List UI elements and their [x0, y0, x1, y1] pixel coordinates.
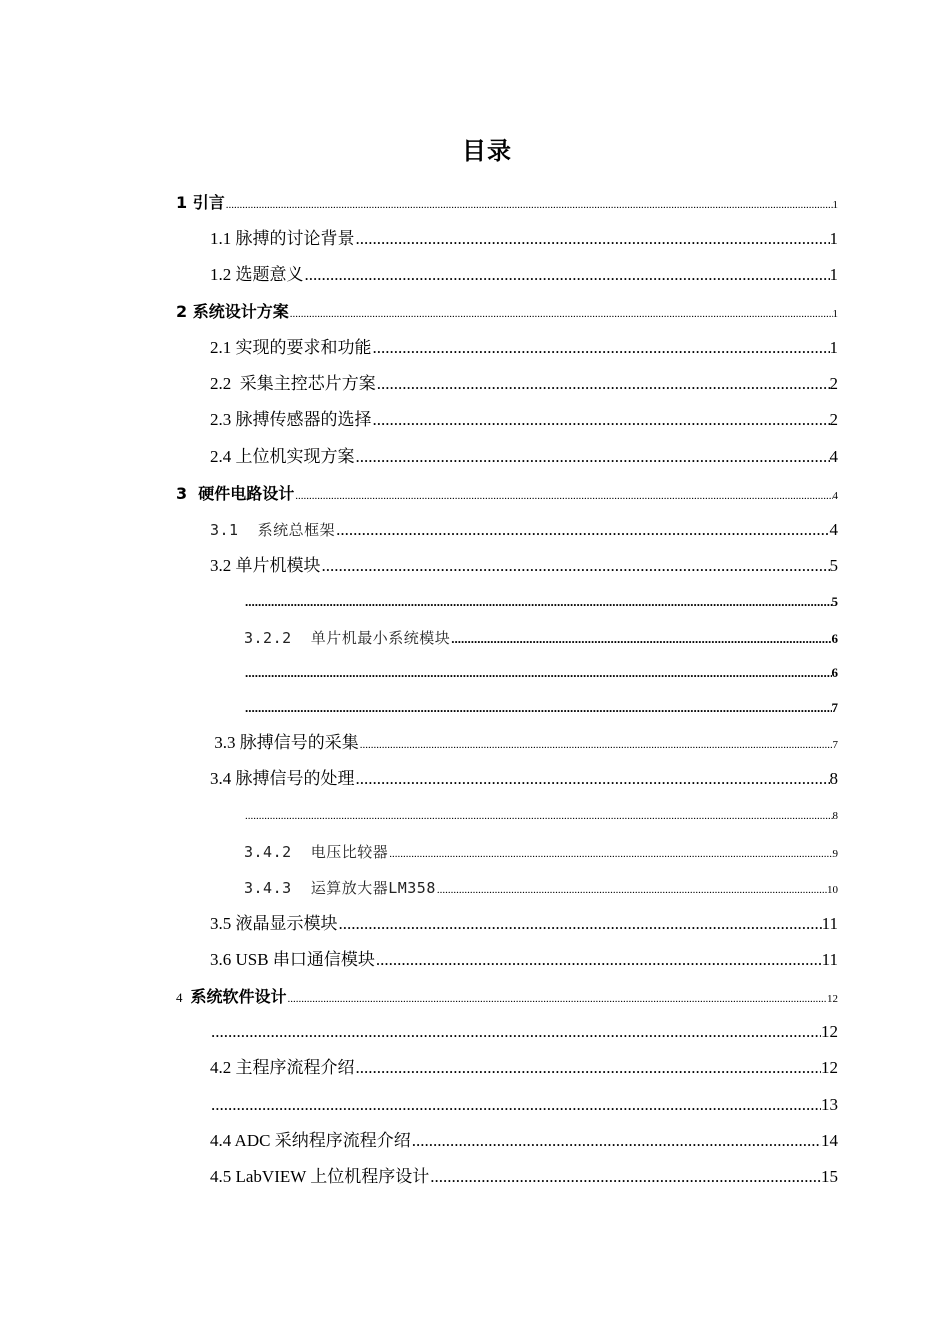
toc-entry-4-1[interactable]: [210, 1017, 838, 1047]
toc-leader: [290, 299, 833, 329]
toc-entry-3-5[interactable]: [210, 909, 838, 939]
toc-entry-label: 3.4.3 运算放大器LM358: [244, 879, 436, 897]
toc-title: 目录: [462, 137, 512, 165]
toc-entry-label: 1 引言: [176, 193, 225, 212]
toc-entry-label: 3.4.2 电压比较器: [244, 843, 389, 861]
toc-page-number: 9: [832, 848, 838, 860]
toc-entry-3-4-2[interactable]: [244, 837, 838, 867]
toc-leader: [451, 624, 831, 654]
toc-page-number: 8: [832, 810, 838, 822]
toc-page-number: 1: [832, 308, 838, 320]
toc-entry-label: 1.1 脉搏的讨论背景: [210, 229, 355, 248]
toc-page-number: 4: [829, 520, 838, 539]
toc-leader: [226, 190, 833, 220]
toc-entry-3-2[interactable]: [210, 551, 838, 581]
toc-page-number: 5: [829, 556, 838, 575]
toc-page-number: 1: [832, 199, 838, 211]
toc-entry-label: 3.2 单片机模块: [210, 556, 321, 575]
toc-entry-3-3[interactable]: [210, 728, 838, 758]
toc-entry-4-3[interactable]: [210, 1090, 838, 1120]
toc-page-number: 2: [829, 410, 838, 429]
toc-entry-label: 3 硬件电路设计: [176, 484, 295, 503]
toc-leader: [376, 945, 822, 975]
toc-entry-4-2[interactable]: [210, 1053, 838, 1083]
toc-entry-3-1[interactable]: [210, 515, 838, 545]
toc-leader: [356, 442, 830, 472]
toc-page-number: 4: [829, 447, 838, 466]
toc-page-number: 7: [831, 700, 838, 715]
toc-page-number: 14: [821, 1131, 838, 1150]
toc-page-number: 10: [827, 884, 838, 896]
toc-page-number: 13: [821, 1095, 838, 1114]
toc-entry-label: 4.5 LabVIEW 上位机程序设计: [210, 1167, 430, 1186]
toc-leader: [211, 1090, 821, 1120]
toc-leader: [437, 875, 827, 905]
toc-entry-label: 1.2 选题意义: [210, 265, 304, 284]
toc-leader: [245, 658, 832, 688]
toc-page-number: 5: [831, 594, 838, 609]
toc-leader: [339, 909, 822, 939]
toc-leader: [211, 1017, 821, 1047]
toc-leader: [373, 333, 830, 363]
toc-page-number: 11: [821, 914, 838, 933]
toc-page-number: 1: [829, 338, 838, 357]
toc-entry-2-2[interactable]: [210, 369, 838, 399]
toc-leader: [295, 481, 832, 511]
toc-leader: [288, 984, 827, 1014]
toc-entry-label: [176, 982, 287, 1013]
toc-entry-2[interactable]: [176, 297, 838, 327]
toc-entry-label: 2.3 脉搏传感器的选择: [210, 410, 372, 429]
toc-page-number: 6: [831, 631, 838, 646]
toc-entry-label: 3.1 系统总框架: [210, 521, 336, 539]
toc-leader: [356, 1053, 822, 1083]
toc-leader: [373, 405, 830, 435]
toc-entry-3[interactable]: [176, 479, 838, 509]
toc-entry-label: 4.4 ADC 采纳程序流程介绍: [210, 1131, 411, 1150]
toc-leader: [245, 587, 832, 617]
toc-leader: [430, 1162, 821, 1192]
toc-leader: [336, 515, 829, 545]
toc-entry-3-2-1[interactable]: [244, 587, 838, 617]
toc-leader: [389, 839, 832, 869]
toc-entry-label: 2.4 上位机实现方案: [210, 447, 355, 466]
toc-entry-4-5[interactable]: [210, 1162, 838, 1192]
toc-page-number: 11: [821, 950, 838, 969]
toc-page-number: 7: [832, 739, 838, 751]
toc-entry-label: 3.2.2 单片机最小系统模块: [244, 629, 451, 647]
toc-leader: [322, 551, 830, 581]
toc-entry-label: 3.4 脉搏信号的处理: [210, 769, 355, 788]
toc-entry-3-2-4[interactable]: [244, 693, 838, 723]
toc-entry-number: 4: [176, 990, 183, 1005]
toc-entry-4[interactable]: [176, 982, 838, 1012]
toc-entry-3-4-3[interactable]: [244, 873, 838, 903]
toc-entry-1-1[interactable]: [210, 224, 838, 254]
toc-entry-text: 系统软件设计: [190, 987, 287, 1006]
toc-entry-3-4-1[interactable]: [244, 801, 838, 831]
toc-entry-2-3[interactable]: [210, 405, 838, 435]
toc-entry-label: 3.6 USB 串口通信模块: [210, 950, 375, 969]
toc-leader: [305, 260, 830, 290]
toc-entry-3-4[interactable]: [210, 764, 838, 794]
toc-page-number: 6: [831, 665, 838, 680]
toc-page-number: 12: [827, 993, 838, 1005]
toc-leader: [245, 801, 833, 831]
toc-page-number: 2: [829, 374, 838, 393]
toc-entry-3-2-2[interactable]: [244, 623, 838, 653]
toc-entry-label: 2 系统设计方案: [176, 302, 289, 321]
toc-entry-label: 4.2 主程序流程介绍: [210, 1058, 355, 1077]
toc-page-number: 1: [829, 265, 838, 284]
toc-leader: [360, 730, 833, 760]
toc-page-number: 4: [832, 490, 838, 502]
toc-entry-3-6[interactable]: [210, 945, 838, 975]
toc-entry-label: 2.2 采集主控芯片方案: [210, 374, 376, 393]
toc-page-number: 8: [829, 769, 838, 788]
toc-page-number: 12: [821, 1058, 838, 1077]
toc-entry-label: 2.1 实现的要求和功能: [210, 338, 372, 357]
toc-entry-1-2[interactable]: [210, 260, 838, 290]
toc-page-number: 12: [821, 1022, 838, 1041]
toc-entry-2-1[interactable]: [210, 333, 838, 363]
toc-leader: [356, 764, 830, 794]
toc-entry-2-4[interactable]: [210, 442, 838, 472]
toc-leader: [412, 1126, 821, 1156]
toc-entry-4-4[interactable]: [210, 1126, 838, 1156]
toc-entry-label: 3.3 脉搏信号的采集: [210, 733, 359, 752]
toc-entry-3-2-3[interactable]: [244, 658, 838, 688]
toc-entry-label: 3.5 液晶显示模块: [210, 914, 338, 933]
toc-page-number: 15: [821, 1167, 838, 1186]
toc-leader: [356, 224, 830, 254]
toc-leader: [245, 693, 832, 723]
toc-page-number: 1: [829, 229, 838, 248]
toc-entry-1[interactable]: [176, 188, 838, 218]
toc-leader: [377, 369, 830, 399]
